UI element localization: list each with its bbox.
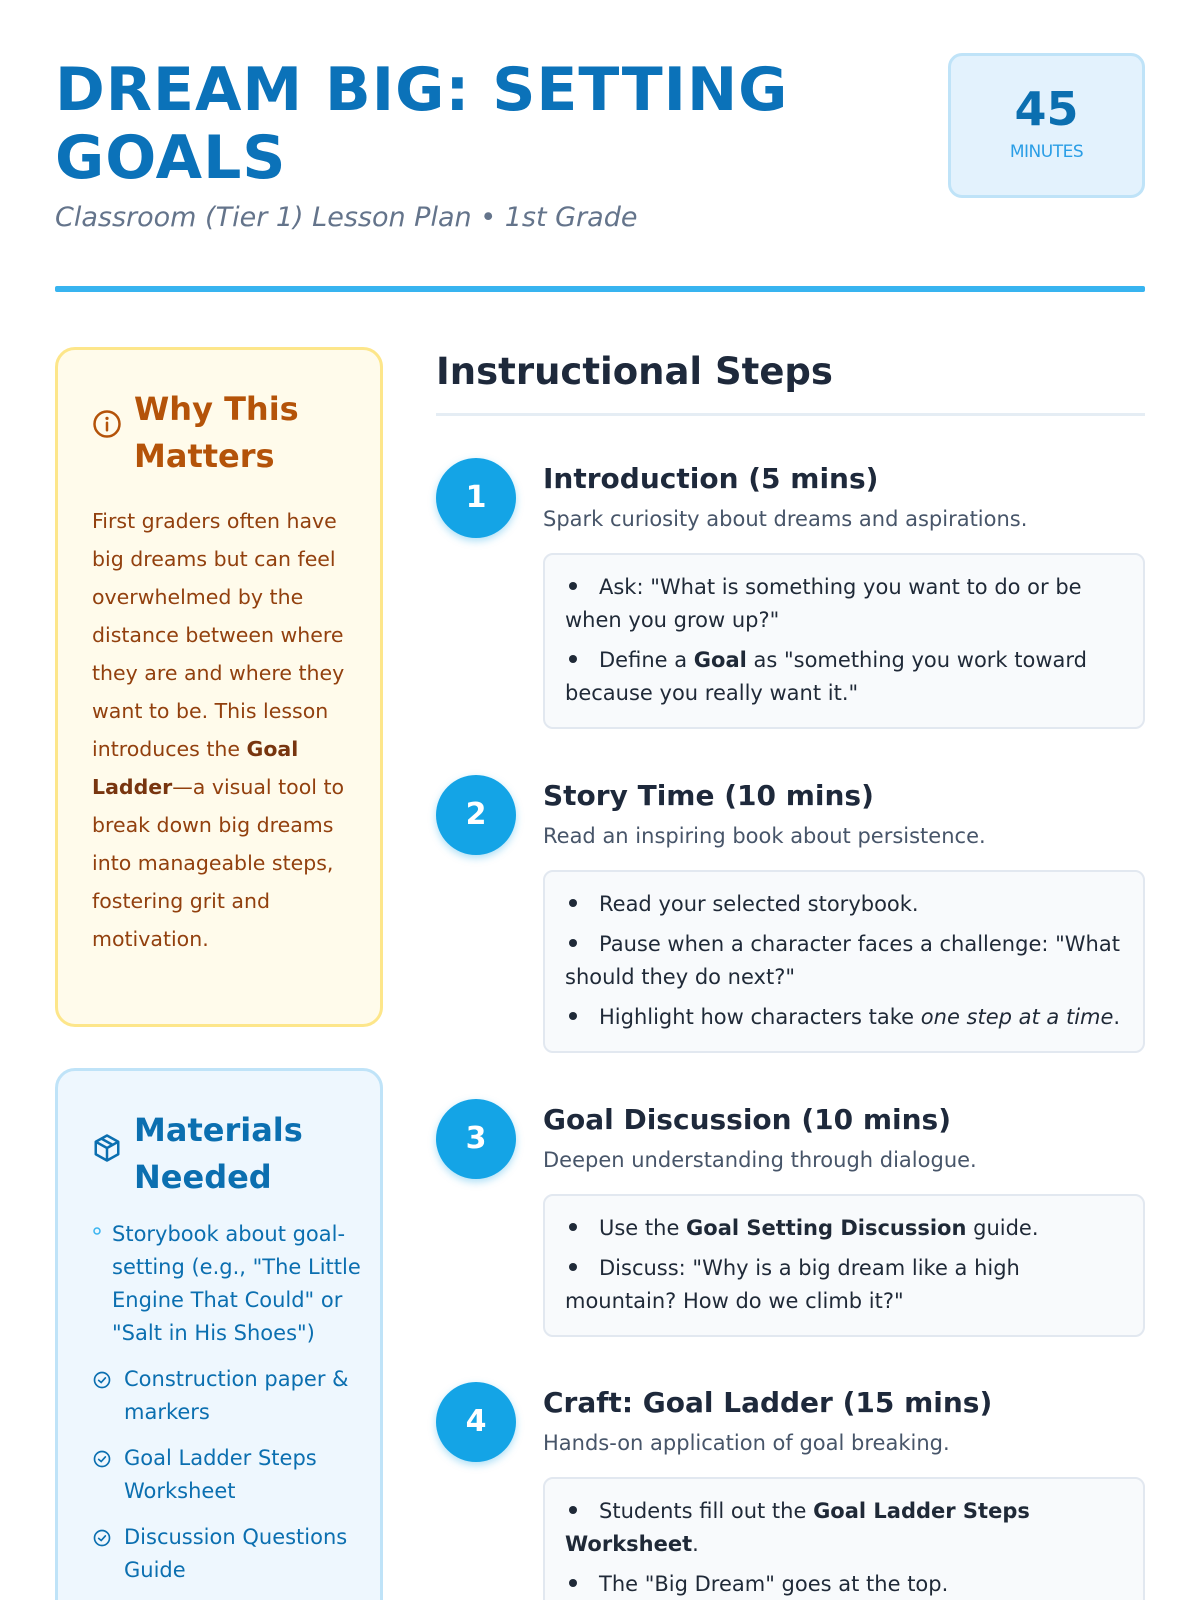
steps-divider <box>436 413 1145 416</box>
page-subtitle: Classroom (Tier 1) Lesson Plan • 1st Grade <box>55 202 638 233</box>
step-title: Goal Discussion (10 mins) <box>543 1103 952 1136</box>
check-circle-icon <box>92 1449 112 1469</box>
steps-heading: Instructional Steps <box>436 350 833 393</box>
duration-badge <box>948 53 1145 198</box>
step-bullet: Define a Goal as "something you work toward because you really want it." <box>565 648 1087 705</box>
materials-list <box>92 1218 362 1600</box>
step-bullet: Highlight how characters take one step at a time. <box>565 1001 1123 1034</box>
step-subtitle: Deepen understanding through dialogue. <box>543 1148 977 1172</box>
step-bullet: Students fill out the Goal Ladder Steps Worksheet. <box>565 1499 1030 1556</box>
header-divider <box>55 286 1145 292</box>
why-text: First graders often have big dreams but can feel overwhelmed by the distance between where they are and where they want to be. This lesson introduces the Goal Ladder—a visual tool to break down big dreams into manageable steps, fostering grit and motivation. <box>92 509 345 951</box>
step-details <box>543 1477 1145 1600</box>
why-heading: Why This Matters <box>134 390 299 475</box>
step-subtitle: Hands-on application of goal breaking. <box>543 1431 950 1455</box>
step-bullet: Ask: "What is something you want to do or be when you grow up?" <box>565 575 1082 632</box>
step-bullet: Pause when a character faces a challenge: "What should they do next?" <box>565 932 1120 989</box>
step-bullet: Use the Goal Setting Discussion guide. <box>565 1212 1123 1245</box>
step-subtitle: Read an inspiring book about persistence. <box>543 824 986 848</box>
check-circle-icon <box>92 1528 112 1548</box>
box-icon <box>92 1133 122 1163</box>
step-details <box>543 870 1145 1053</box>
materials-heading: Materials Needed <box>134 1111 303 1196</box>
step-title: Introduction (5 mins) <box>543 462 879 495</box>
lesson-plan-page <box>55 0 1145 1600</box>
material-item: Goal Ladder Steps Worksheet <box>92 1442 362 1508</box>
duration-value: 45 <box>1014 82 1079 136</box>
step-subtitle: Spark curiosity about dreams and aspirations. <box>543 507 1028 531</box>
material-item: Storybook about goal-setting (e.g., "The Little Engine That Could" or "Salt in His Shoes") <box>92 1218 362 1350</box>
step-bullet: Read your selected storybook. <box>565 888 1123 921</box>
step-number-badge: 3 <box>436 1099 516 1179</box>
material-item: Construction paper & markers <box>92 1363 362 1429</box>
check-circle-icon <box>92 1370 112 1390</box>
step-title: Story Time (10 mins) <box>543 779 874 812</box>
why-this-matters-card <box>55 347 383 1027</box>
step-bullet: The "Big Dream" goes at the top. <box>565 1568 1123 1600</box>
material-item: Discussion Questions Guide <box>92 1521 362 1587</box>
step-number-badge: 1 <box>436 458 516 538</box>
materials-card <box>55 1068 383 1600</box>
goal-ladder-term: Goal Ladder <box>92 737 299 799</box>
duration-unit: MINUTES <box>1009 142 1084 162</box>
step-title: Craft: Goal Ladder (15 mins) <box>543 1386 993 1419</box>
circle-bullet-icon <box>92 1226 102 1236</box>
info-icon <box>92 409 122 439</box>
step-details <box>543 553 1145 729</box>
step-number-badge: 2 <box>436 775 516 855</box>
step-details <box>543 1194 1145 1337</box>
step-bullet: Discuss: "Why is a big dream like a high mountain? How do we climb it?" <box>565 1256 1020 1313</box>
step-number-badge: 4 <box>436 1382 516 1462</box>
page-title: DREAM BIG: SETTING GOALS <box>55 55 789 193</box>
